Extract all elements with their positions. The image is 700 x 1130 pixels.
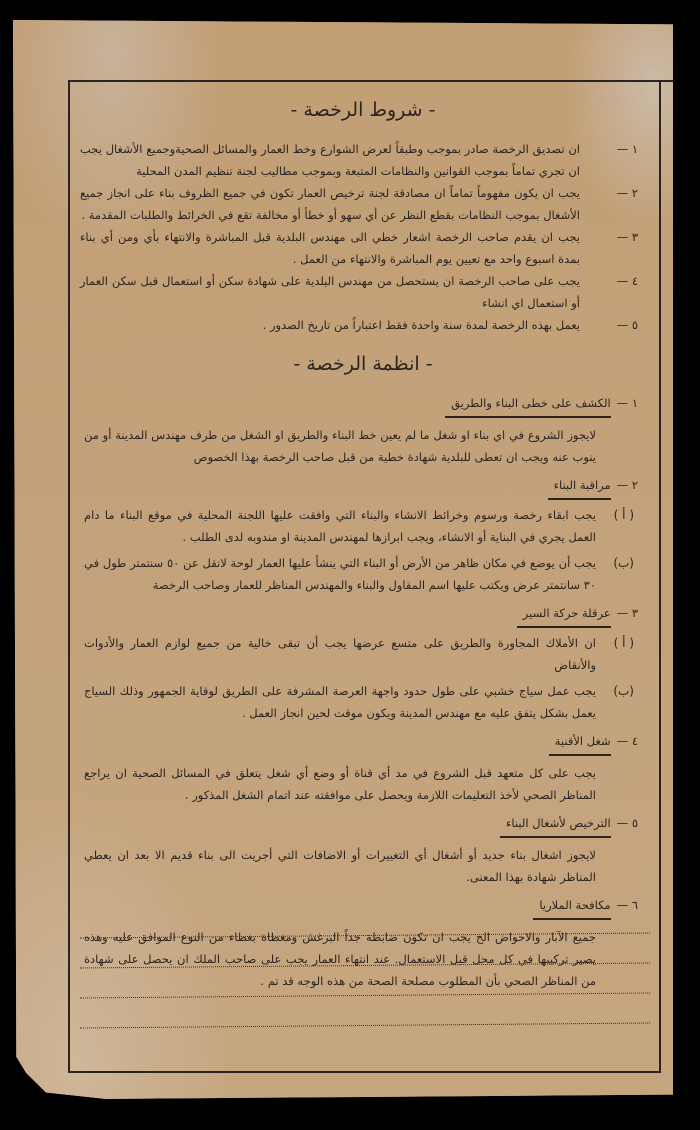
term-number: ٥ — (616, 318, 638, 332)
sub-item (80, 504, 646, 548)
term-number: ٢ — (616, 186, 638, 200)
term-text: ان تصديق الرخصة صادر بموجب وطبقاً لعرض الشوارع وخط العمار والمسائل الصحيةوجميع الأشغال يجب ان تجري تماماً بموجب القوانين والنظامات المتبعة وبموجب مطاليب لجنة تنظيم المدن المحلية (80, 142, 580, 178)
section-title: مراقبة البناء (548, 474, 611, 500)
section-title: عرقلة حركة السير (517, 602, 611, 628)
section-title: الكشف على خطى البناء والطريق (445, 392, 611, 418)
section-number: ٣ — (616, 606, 638, 620)
term-item (80, 138, 646, 182)
term-item (80, 226, 646, 270)
section-paragraph: لايجوز الشروع في اي بناء او شغل ما لم يعين خط البناء والطريق او الشغل من طرف مهندس المدينة أو من ينوب عنه ويجب ان تعطى للبلدية شهادة خطية من قبل صاحب الرخصة بهذا الخصوص (84, 428, 596, 464)
term-number: ١ — (616, 142, 638, 156)
sub-item-label: (ب) (613, 684, 634, 698)
section-number: ٥ — (616, 816, 638, 830)
sub-item (80, 552, 646, 596)
blank-fill-lines (80, 935, 650, 1055)
term-number: ٣ — (616, 230, 638, 244)
section-title: الترخيص لأشغال البناء (500, 812, 611, 838)
sub-item-label: ( أ ) (613, 508, 634, 522)
section-paragraph: جميع الآبار والاحواض الخ يجب ان تكون ضابطة جداً البرغش ومغطاة بغطاء من النوع الموافق عليه وهذه يصير تركيبها في كل محل قبل الاستعمال. عند انتهاء العمار يجب على صاحب الملك ان يحصل على شهادة من المناظر الصحي بأن المطلوب مصلحة الصحة من هذه الوجه قد تم . (84, 930, 596, 988)
term-text: يعمل بهذه الرخصة لمدة سنة واحدة فقط اعتباراً من تاريخ الصدور . (262, 318, 580, 332)
sub-item-label: ( أ ) (613, 636, 634, 650)
sub-item-text: ان الأملاك المجاورة والطريق على متسع عرضها يجب أن تبقى خالية من جميع لوازم العمار والأدوات والأنقاض (84, 636, 596, 672)
section-heading (80, 602, 646, 628)
sub-item-text: يجب أن يوضع في مكان ظاهر من الأرض أو البناء التي ينشأ عليها العمار لوحة لاتقل عن ٥٠ سنتمتر طول في ٣٠ سانتمتر عرض ويكتب عليها اسم المقاول والبناء والمهندس المناظر للعمار وصاحب الرخصة (84, 556, 596, 592)
section-heading (80, 894, 646, 920)
blank-line (80, 963, 650, 969)
section-paragraph: لايجوز اشغال بناء جديد أو أشغال أي التغييرات أو الاضافات التي أجريت الى بناء قديم الا بعد ان يعطي المناظر شهادة بهذا المعنى. (84, 848, 596, 884)
section-number: ٤ — (616, 734, 638, 748)
section-heading (80, 474, 646, 500)
rules-title: - انظمة الرخصة - (293, 353, 433, 375)
section-heading (80, 812, 646, 838)
term-text: يجب ان يكون مفهوماً تماماً ان مصادقة لجنة ترخيص العمار تكون في جميع الظروف بناء على انجاز جميع الأشغال بموجب النظامات بقطع النظر عن أي سهو أو خطأ أو مخالفة تقع في الخرائط والطلبات المقدمة . (80, 186, 580, 222)
section-title: شغل الأقنية (549, 730, 611, 756)
document-content (80, 92, 646, 992)
term-text: يجب على صاحب الرخصة ان يستحصل من مهندس البلدية على شهادة سكن أو استعمال قبل سكن العمار أو استعمال اي انشاء (80, 274, 580, 310)
section-number: ١ — (616, 396, 638, 410)
term-item (80, 270, 646, 314)
sub-item (80, 632, 646, 676)
section-paragraph: يجب على كل متعهد قبل الشروع في مد أي قناة أو وضع أي شغل يتعلق في المسائل الصحية ان يراجع المناظر الصحي لأخذ التعليمات اللازمة ويحصل على موافقته عند اتمام الشغل المذكور . (84, 766, 596, 802)
term-text: يجب ان يقدم صاحب الرخصة اشعار خطي الى مهندس البلدية قبل المباشرة والانتهاء بأي ومن أي بناء بمدة اسبوع واحد مع تعيين يوم المباشرة والانتهاء من العمل . (80, 230, 580, 266)
sub-item-label: (ب) (613, 556, 634, 570)
blank-line (80, 1023, 650, 1029)
section-heading (80, 730, 646, 756)
sub-item-text: يجب ابقاء رخصة ورسوم وخرائط الانشاء والبناء التي وافقت عليها اللجنة المحلية في موقع البناء ما دام العمل يجري في البناية أو الانشاء، ويجب ابرازها لمهندس المدينة او مندوبه لدى الطلب . (84, 508, 596, 544)
blank-line (80, 993, 650, 999)
section-heading (80, 392, 646, 418)
term-item (80, 182, 646, 226)
section-title: مكافحة الملاريا (533, 894, 610, 920)
terms-title: - شروط الرخصة - (290, 99, 436, 121)
sub-item-text: يجب عمل سياج خشبي على طول حدود واجهة العرصة المشرفة على الطريق لوقاية الجمهور وذلك السياج يعمل بشكل يتفق عليه مع مهندس المدينة ويكون موقت لحين انجاز العمل . (84, 684, 596, 720)
section-number: ٦ — (616, 898, 638, 912)
term-number: ٤ — (616, 274, 638, 288)
term-item (80, 314, 646, 336)
section-number: ٢ — (616, 478, 638, 492)
sub-item (80, 680, 646, 724)
